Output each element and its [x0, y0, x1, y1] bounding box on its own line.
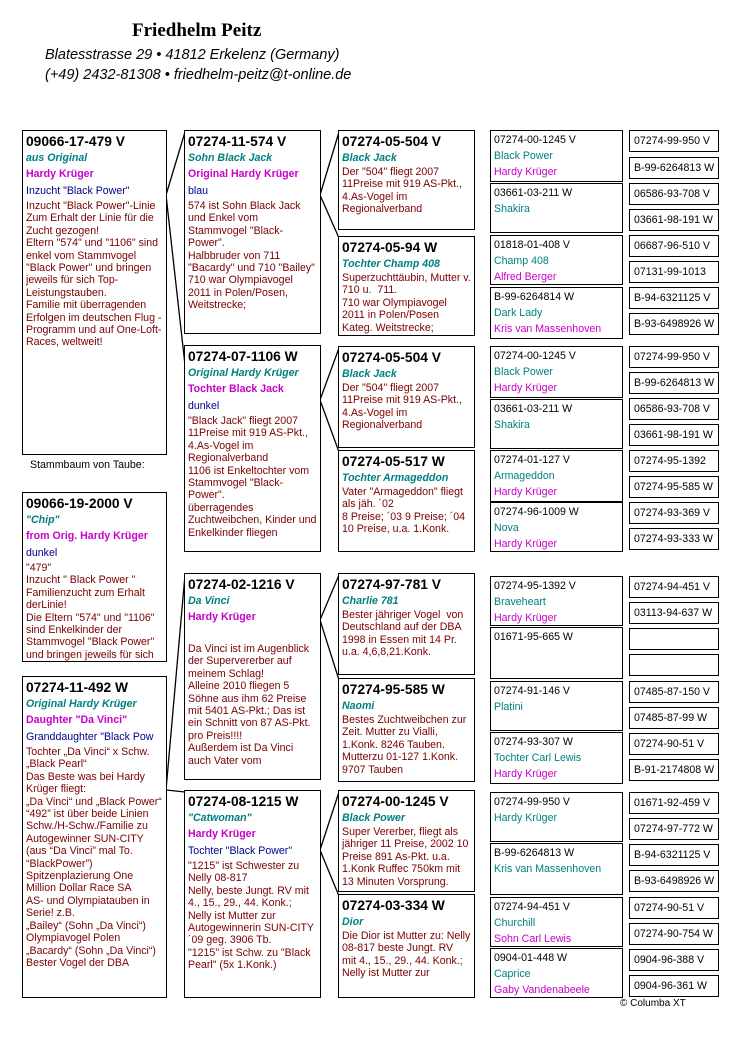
ancestor-ring-cell-empty[interactable]	[629, 628, 719, 650]
ancestor-ring-cell[interactable]: 07274-93-333 W	[629, 528, 719, 550]
breeder-label: Original Hardy Krüger	[188, 168, 299, 180]
great-grandparent-card[interactable]	[490, 576, 623, 626]
pigeon-description: Da Vinci ist im Augenblick der Supervererber auf meinem Schlag! Alleine 2010 fliegen 5 Söhne aus ihm 62 Preise mit 5401 AS-Pkt.; Das ist ein Schnitt von 87 AS-Pkt. pro Preis!!!! Außerdem ist Da Vinci auch Vater vom	[188, 643, 311, 767]
dam-card[interactable]	[184, 345, 321, 552]
pigeon-name: Tochter Armageddon	[342, 472, 449, 484]
pigeon-name: Original Hardy Krüger	[26, 698, 137, 710]
connector-line	[320, 400, 339, 452]
pigeon-name: Champ 408	[494, 255, 549, 267]
ring-number: 01818-01-408 V	[494, 239, 570, 251]
ancestor-ring-cell[interactable]: 07274-95-1392	[629, 450, 719, 472]
pigeon-name: Churchill	[494, 917, 536, 929]
connector-line	[166, 132, 185, 195]
pigeon-name: Shakira	[494, 419, 530, 431]
pigeon-name: Shakira	[494, 203, 530, 215]
pigeon-description: 574 ist Sohn Black Jack und Enkel vom Stammvogel "Black-Power". Halbbruder von 711 "Bacardy" und 710 "Bailey" 710 war Olympiavogel 2011 in Polen/Posen, Weitstrecke;	[188, 200, 315, 312]
ring-number: 09066-19-2000 V	[26, 496, 133, 511]
color-label: dunkel	[188, 400, 220, 412]
pigeon-name: Dark Lady	[494, 307, 543, 319]
ring-number: 01671-95-665 W	[494, 631, 573, 643]
ring-number: 07274-95-1392 V	[494, 580, 576, 592]
ancestor-ring-cell[interactable]: 0904-96-361 W	[629, 975, 719, 997]
great-grandparent-card[interactable]	[490, 399, 623, 449]
breeder-label: Tochter Black Jack	[188, 383, 284, 395]
ring-number: 07274-02-1216 V	[188, 577, 295, 592]
ancestor-ring-cell[interactable]: 07274-90-51 V	[629, 897, 719, 919]
ring-number: 07274-05-504 V	[342, 134, 441, 149]
breeder-label: Sohn Carl Lewis	[494, 933, 572, 945]
ancestor-ring-cell[interactable]: B-94-6321125 V	[629, 844, 719, 866]
pigeon-name: Black Jack	[342, 368, 397, 380]
ring-number: 07274-00-1245 V	[494, 134, 576, 146]
great-grandparent-card[interactable]	[490, 843, 623, 895]
sire-card[interactable]	[184, 130, 321, 334]
pigeon-description: Vater "Armageddon" fliegt als jäh. ´02 8 Preise; ´03 9 Preise; ´04 10 Preise, u.a. 1.Konk.	[342, 486, 466, 536]
breeder-label: Alfred Berger	[494, 271, 557, 283]
ring-number: 07274-05-517 W	[342, 454, 445, 469]
connector-line	[166, 790, 185, 792]
ring-number: 07274-08-1215 W	[188, 794, 299, 809]
ancestor-ring-cell[interactable]: 07274-95-585 W	[629, 476, 719, 498]
ancestor-ring-cell[interactable]: B-93-6498926 W	[629, 313, 719, 335]
ancestor-ring-cell-empty[interactable]	[629, 654, 719, 676]
breeder-label: Hardy Krüger	[26, 168, 94, 180]
great-grandparent-card[interactable]	[490, 681, 623, 731]
ring-number: 07274-01-127 V	[494, 454, 570, 466]
ring-number: 09066-17-479 V	[26, 134, 125, 149]
pigeon-name: "Chip"	[26, 514, 60, 526]
connector-line	[320, 850, 339, 896]
ring-number: 07274-99-950 V	[494, 796, 570, 808]
dam-card-2[interactable]	[184, 790, 321, 998]
pigeon-name: Platini	[494, 701, 523, 713]
pigeon-name: Hardy Krüger	[494, 812, 557, 824]
breeder-name: Friedhelm Peitz	[132, 20, 262, 41]
breeder-label: Gaby Vandenabeele	[494, 984, 590, 996]
pigeon-name: Original Hardy Krüger	[188, 367, 299, 379]
pigeon-name: Braveheart	[494, 596, 546, 608]
ring-number: 07274-00-1245 V	[494, 350, 576, 362]
connector-line	[320, 132, 339, 195]
pigeon-name: Black Power	[494, 150, 553, 162]
sibling-pigeon-card-2[interactable]	[22, 676, 167, 998]
ancestor-ring-cell[interactable]: 03113-94-637 W	[629, 602, 719, 624]
pigeon-description: Der "504" fliegt 2007 11Preise mit 919 AS-Pkt., 4.As-Vogel im Regionalverband	[342, 166, 465, 216]
ring-number: 07274-94-451 V	[494, 901, 570, 913]
subject-pigeon-card[interactable]	[22, 130, 167, 455]
breeder-label: Hardy Krüger	[494, 538, 557, 550]
ring-number: 03661-03-211 W	[494, 187, 573, 199]
ancestor-ring-cell[interactable]: 07485-87-150 V	[629, 681, 719, 703]
pigeon-name: Black Power	[342, 812, 406, 824]
line-label: Inzucht "Black Power"	[26, 185, 130, 197]
breeder-label: Hardy Krüger	[188, 828, 256, 840]
pigeon-description: Die Dior ist Mutter zu: Nelly 08-817 beste Jungt. RV mit 4., 15., 29., 44. Konk.; Nelly ist Mutter zur	[342, 930, 471, 980]
ring-number: B-99-6264814 W	[494, 291, 575, 303]
ring-number: 07274-91-146 V	[494, 685, 570, 697]
pigeon-name: Tochter Champ 408	[342, 258, 440, 270]
ring-number: 07274-00-1245 V	[342, 794, 449, 809]
ancestor-ring-cell[interactable]: 07485-87-99 W	[629, 707, 719, 729]
ancestor-ring-cell[interactable]: 07274-90-754 W	[629, 923, 719, 945]
copyright-notice: © Columba XT	[620, 998, 686, 1009]
ring-number: 07274-05-94 W	[342, 240, 438, 255]
breeder-address: Blatesstrasse 29 • 41812 Erkelenz (Germany)	[45, 47, 340, 63]
connector-line	[320, 575, 339, 620]
ancestor-ring-cell[interactable]: 07274-93-369 V	[629, 502, 719, 524]
pigeon-description: Superzuchttäubin, Mutter v. 710 u. 711. 710 war Olympiavogel 2011 in Polen/Posen Kateg. Weitstrecke;	[342, 272, 471, 334]
grandparent-card[interactable]	[338, 346, 475, 448]
connector-line	[320, 348, 339, 400]
ring-number: 07274-96-1009 W	[494, 506, 579, 518]
ring-number: 07274-11-492 W	[26, 680, 129, 695]
breeder-label: Hardy Krüger	[494, 768, 557, 780]
pigeon-description: Bestes Zuchtweibchen zur Zeit. Mutter zu Vialli, 1.Konk. 8246 Tauben. Mutterzu 01-127 1.Konk. 9707 Tauben	[342, 714, 470, 776]
pigeon-description: "Black Jack" fliegt 2007 11Preise mit 919 AS-Pkt., 4.As-Vogel im Regionalverband 1106 ist Enkeltochter vom Stammvogel "Black-Power". überragendes Zuchtweibchen, Kinder und Enkelkinder fliegen	[188, 415, 317, 539]
ancestor-ring-cell[interactable]: 07274-99-950 V	[629, 346, 719, 368]
line-label: Granddaughter "Black Pow	[26, 731, 154, 743]
ring-number: 07274-03-334 W	[342, 898, 445, 913]
ancestor-ring-cell[interactable]: 06586-93-708 V	[629, 183, 719, 205]
pigeon-name: aus Original	[26, 152, 88, 164]
ring-number: 07274-05-504 V	[342, 350, 441, 365]
pigeon-name: Black Power	[494, 366, 553, 378]
ancestor-ring-cell[interactable]: 07274-94-451 V	[629, 576, 719, 598]
pigeon-name: Tochter Carl Lewis	[494, 752, 582, 764]
ring-number: 07274-11-574 V	[188, 134, 287, 149]
ancestor-ring-cell[interactable]: 06687-96-510 V	[629, 235, 719, 257]
great-grandparent-card[interactable]	[490, 130, 623, 182]
ancestor-ring-cell[interactable]: 01671-92-459 V	[629, 792, 719, 814]
pigeon-name: Naomi	[342, 700, 375, 712]
great-grandparent-card[interactable]	[490, 732, 623, 784]
pigeon-description: Der "504" fliegt 2007 11Preise mit 919 AS-Pkt., 4.As-Vogel im Regionalverband	[342, 382, 465, 432]
connector-line	[320, 195, 339, 238]
pigeon-name: Armageddon	[494, 470, 555, 482]
color-label: dunkel	[26, 547, 58, 559]
grandparent-card[interactable]	[338, 894, 475, 998]
ring-number: 0904-01-448 W	[494, 952, 568, 964]
grandparent-card[interactable]	[338, 790, 475, 892]
ancestor-ring-cell[interactable]: 0904-96-388 V	[629, 949, 719, 971]
breeder-label: Kris van Massenhoven	[494, 323, 602, 335]
pigeon-name: Charlie 781	[342, 595, 399, 607]
great-grandparent-card[interactable]	[490, 346, 623, 398]
ring-number: B-99-6264813 W	[494, 847, 575, 859]
pigeon-name: "Catwoman"	[188, 812, 252, 824]
ancestor-ring-cell[interactable]: 07274-90-51 V	[629, 733, 719, 755]
pigeon-name: Black Jack	[342, 152, 397, 164]
grandparent-card[interactable]	[338, 678, 475, 782]
ring-number: 07274-07-1106 W	[188, 349, 298, 364]
great-grandparent-card[interactable]	[490, 502, 623, 552]
breeder-label: Hardy Krüger	[188, 611, 256, 623]
breeder-label: Hardy Krüger	[494, 166, 557, 178]
pigeon-name: Dior	[342, 916, 364, 928]
pigeon-name: Kris van Massenhoven	[494, 863, 602, 875]
great-grandparent-card[interactable]	[490, 235, 623, 285]
breeder-label: Hardy Krüger	[494, 382, 557, 394]
ancestor-ring-cell[interactable]: B-93-6498926 W	[629, 870, 719, 892]
color-label: blau	[188, 185, 209, 197]
breeder-label: from Orig. Hardy Krüger	[26, 530, 148, 542]
pedigree-caption: Stammbaum von Taube:	[30, 459, 145, 471]
ancestor-ring-cell[interactable]: 07274-97-772 W	[629, 818, 719, 840]
grandparent-card[interactable]	[338, 450, 475, 552]
great-grandparent-card[interactable]	[490, 183, 623, 233]
pigeon-name: Da Vinci	[188, 595, 230, 607]
ring-number: 03661-03-211 W	[494, 403, 573, 415]
great-grandparent-card[interactable]	[490, 287, 623, 339]
connector-line	[166, 195, 185, 365]
connector-line	[320, 792, 339, 850]
ancestor-ring-cell[interactable]: 03661-98-191 W	[629, 424, 719, 446]
grandparent-card[interactable]	[338, 236, 475, 336]
breeder-label: Hardy Krüger	[494, 486, 557, 498]
ancestor-ring-cell[interactable]: B-91-2174808 W	[629, 759, 719, 781]
pigeon-name: Caprice	[494, 968, 531, 980]
great-grandparent-card[interactable]	[490, 627, 623, 679]
great-grandparent-card[interactable]	[490, 792, 623, 842]
ancestor-ring-cell[interactable]: B-99-6264813 W	[629, 157, 719, 179]
ring-number: 07274-97-781 V	[342, 577, 441, 592]
great-grandparent-card[interactable]	[490, 450, 623, 502]
ancestor-ring-cell[interactable]: B-99-6264813 W	[629, 372, 719, 394]
grandparent-card[interactable]	[338, 573, 475, 675]
breeder-label: Hardy Krüger	[494, 612, 557, 624]
pigeon-name: Sohn Black Jack	[188, 152, 273, 164]
ancestor-ring-cell[interactable]: 07274-99-950 V	[629, 130, 719, 152]
pigeon-description: Tochter „Da Vinci“ x Schw. „Black Pearl“ Das Beste was bei Hardy Krüger fliegt: „Da Vinci“ und „Black Power“ “492” ist über beide Linien Schw./H-Schw./Familie zu Autogewinner SUN-CITY (aus “Da Vinci” mal To. “BlackPower”) Spitzenplazierung One Million Dollar Race SA AS- und Olympiatauben in Serie! z.B. „Bailey“ (Sohn „Da Vinci“) Olympiavogel Polen „Bacardy“ (Sohn „Da Vinci“) Bester Vogel der DBA	[26, 746, 162, 969]
breeder-label: Daughter "Da Vinci"	[26, 714, 128, 726]
pigeon-description: "479" Inzucht " Black Power " Familienzucht zum Erhalt derLinie! Die Eltern "574" und "1106" sind Enkelkinder der Stammvogel "Black Power" und bringen jeweils für sich	[26, 562, 155, 661]
sire-card-2[interactable]	[184, 573, 321, 780]
connector-line	[166, 575, 185, 790]
ancestor-ring-cell[interactable]: 03661-98-191 W	[629, 209, 719, 231]
breeder-contact: (+49) 2432-81308 • friedhelm-peitz@t-online.de	[45, 67, 352, 83]
great-grandparent-card[interactable]	[490, 948, 623, 998]
ring-number: 07274-93-307 W	[494, 736, 573, 748]
ancestor-ring-cell[interactable]: 06586-93-708 V	[629, 398, 719, 420]
pigeon-description: Inzucht "Black Power"-Linie Zum Erhalt der Linie für die Zucht gezogen! Eltern "574" und "1106" sind enkel vom Stammvogel "Black Power" und bringen jeweils für sich Top-Leistungstauben. Familie mit überragenden Erfolgen im deutschen Flug -Programm und auf One-Loft-Races, weltweit!	[26, 200, 162, 349]
pigeon-description: Super Vererber, fliegt als jähriger 11 Preise, 2002 10 Preise 891 As-Pkt. u.a. 1.Konk Ruffec 750km mit 13 Minuten Vorsprung.	[342, 826, 472, 888]
ring-number: 07274-95-585 W	[342, 682, 445, 697]
pigeon-name: Nova	[494, 522, 519, 534]
pigeon-description: Bester jähriger Vogel von Deutschland auf der DBA 1998 in Essen mit 14 Pr. u.a. 4,6,8,21.Konk.	[342, 609, 467, 659]
grandparent-card[interactable]	[338, 130, 475, 230]
ancestor-ring-cell[interactable]: B-94-6321125 V	[629, 287, 719, 309]
great-grandparent-card[interactable]	[490, 897, 623, 947]
ancestor-ring-cell[interactable]: 07131-99-1013	[629, 261, 719, 283]
pigeon-description: "1215" ist Schwester zu Nelly 08-817 Nelly, beste Jungt. RV mit 4., 15., 29., 44. Konk.; Nelly ist Mutter zur Autogewinnerin SUN-CITY ´09 geg. 3906 Tb. "1215" ist Schw. zu "Black Pearl" (5x 1.Konk.)	[188, 860, 314, 972]
sibling-pigeon-card[interactable]	[22, 492, 167, 662]
line-label: Tochter "Black Power"	[188, 845, 293, 857]
connector-line	[320, 620, 339, 680]
